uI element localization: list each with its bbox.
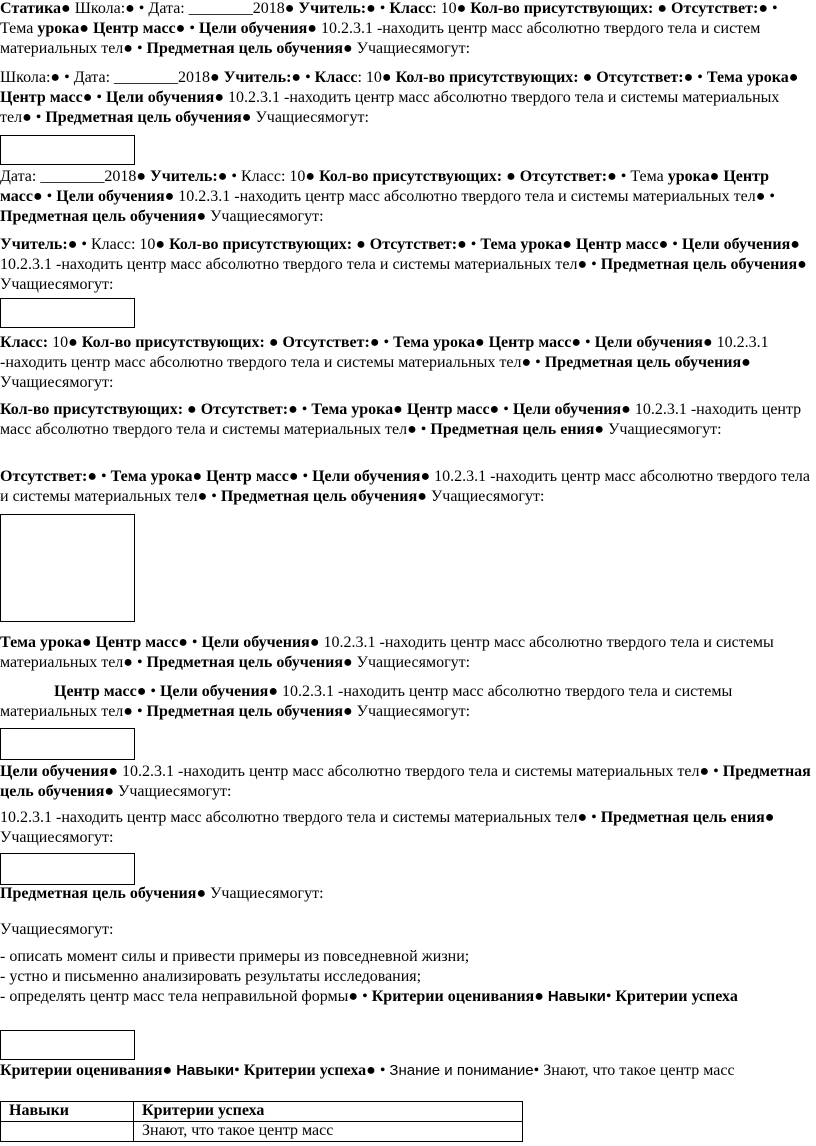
text-block [0, 808, 812, 848]
table-row [1, 1122, 523, 1142]
text-block [0, 68, 812, 128]
text-block [0, 762, 812, 802]
image-placeholder [0, 298, 135, 328]
paragraph: Кол-во присутствующих: ● Отсутствет:● • Тема урока● Центр масс● • Цели обучения● 10.2.3.1 -находить центр масс абсолютно твердого тела и системы материальных тел● • Предметная цель ения● Учащиесямогут: [0, 401, 802, 438]
text-block [0, 884, 812, 904]
paragraph: Предметная цель обучения● Учащиесямогут: [0, 885, 324, 902]
image-placeholder [0, 514, 135, 622]
image-placeholder [0, 135, 135, 165]
table-header-cell: Критерии успеха [134, 1102, 523, 1122]
paragraph: Школа:● • Дата: ________2018● Учитель:● • Класс: 10● Кол-во присутствующих: ● Отсутствет:● • Тема урока● Центр масс● • Цели обучения● 10.2.3.1 -находить центр масс абсолютно твердого тела и системы материальных тел● • Предметная цель обучения● Учащиесямогут: [0, 69, 799, 126]
table-cell [1, 1122, 134, 1142]
paragraph: Цели обучения● 10.2.3.1 -находить центр масс абсолютно твердого тела и системы материальных тел● • Предметная цель обучения● Учащиесямогут: [0, 763, 811, 800]
paragraph: Центр масс● • Цели обучения● 10.2.3.1 -находить центр масс абсолютно твердого тела и системы материальных тел● • Предметная цель обучения● Учащиесямогут: [0, 683, 733, 720]
paragraph: Статика● Школа:● • Дата: ________2018● Учитель:● • Класс: 10● Кол-во присутствующих: ● Отсутствет:● • Тема урока● Центр масс● • Цели обучения● 10.2.3.1 -находить центр масс абсолютно твердого тела и систем материальных тел● • Предметная цель обучения● Учащиесямогут: [0, 0, 778, 57]
image-placeholder [0, 728, 135, 760]
paragraph: Тема урока● Центр масс● • Цели обучения● 10.2.3.1 -находить центр масс абсолютно твердого тела и системы материальных тел● • Предметная цель обучения● Учащиесямогут: [0, 634, 774, 671]
criteria-table [0, 1101, 523, 1142]
image-placeholder [0, 853, 135, 885]
table-header-row [1, 1102, 523, 1122]
text-block [0, 0, 812, 59]
text-block [0, 167, 812, 227]
paragraph: 10.2.3.1 -находить центр масс абсолютно твердого тела и системы материальных тел● • Предметная цель ения● Учащиесямогут: [0, 809, 775, 846]
paragraph: Отсутствет:● • Тема урока● Центр масс● • Цели обучения● 10.2.3.1 -находить центр масс абсолютно твердого тела и системы материальных тел● • Предметная цель обучения● Учащиесямогут: [0, 468, 811, 505]
paragraph: Класс: 10● Кол-во присутствующих: ● Отсутствет:● • Тема урока● Центр масс● • Цели обучения● 10.2.3.1 -находить центр масс абсолютно твердого тела и системы материальных тел● • Предметная цель обучения● Учащиесямогут: [0, 334, 769, 391]
paragraph: Учитель:● • Класс: 10● Кол-во присутствующих: ● Отсутствет:● • Тема урока● Центр масс● • Цели обучения● 10.2.3.1 -находить центр масс абсолютно твердого тела и системы материальных тел● • Предметная цель обучения● Учащиесямогут: [0, 236, 807, 293]
text-block [0, 400, 812, 440]
paragraph: - описать момент силы и привести примеры из повседневной жизни; - устно и письменно анализировать результаты исследования; - определять центр масс тела неправильной формы● • Критерии оценивания● Навыки• Критерии успеха [0, 948, 738, 1005]
text-block [0, 467, 812, 507]
text-block [0, 920, 812, 940]
paragraph: Учащиесямогут: [0, 921, 114, 938]
text-block [0, 1061, 812, 1081]
paragraph: Дата: ________2018● Учитель:● • Класс: 10● Кол-во присутствующих: ● Отсутствет:● • Тема урока● Центр масс● • Цели обучения● 10.2.3.1 -находить центр масс абсолютно твердого тела и системы материальных тел● • Предметная цель обучения● Учащиесямогут: [0, 168, 776, 225]
text-block [0, 235, 812, 295]
image-placeholder [0, 1030, 135, 1060]
table-header-cell: Навыки [1, 1102, 134, 1122]
text-block [0, 947, 812, 1007]
text-block [0, 633, 812, 673]
table-cell: Знают, что такое центр масс [134, 1122, 523, 1142]
text-block [0, 682, 812, 722]
text-block [0, 333, 812, 393]
paragraph: Критерии оценивания● Навыки• Критерии успеха● • Знание и понимание• Знают, что такое центр масс [0, 1062, 735, 1079]
